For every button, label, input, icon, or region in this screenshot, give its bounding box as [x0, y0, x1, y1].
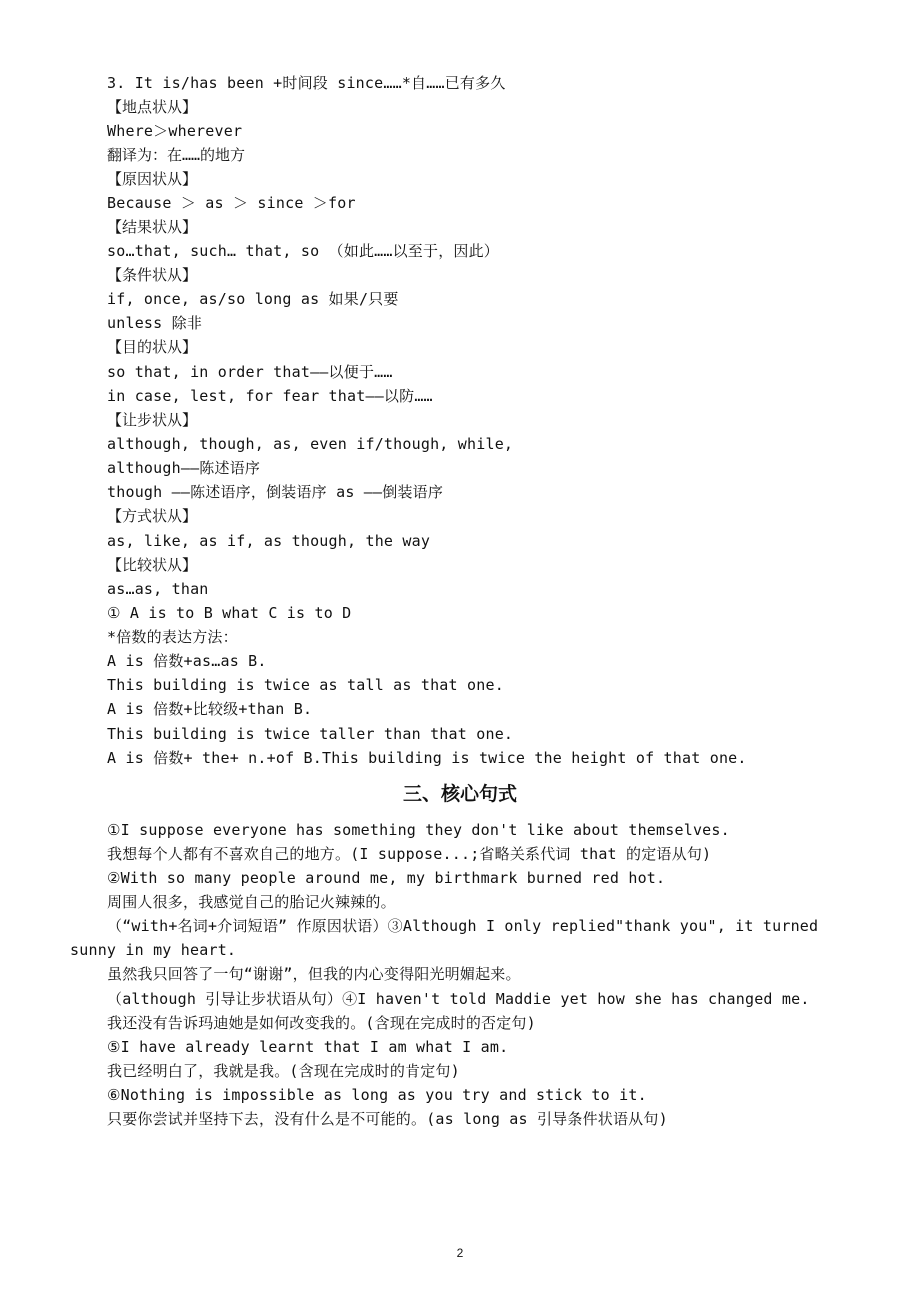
text-line: as, like, as if, as though, the way [107, 532, 431, 550]
text-line: 3. It is/has been +时间段 since……*自……已有多久 [107, 74, 506, 92]
subheading-place-clause: 【地点状从】 [107, 98, 198, 116]
page-number: 2 [456, 1246, 464, 1260]
core-translation: 只要你尝试并坚持下去，没有什么是不可能的。(as long as 引导条件状语从句) [107, 1110, 668, 1128]
text-line: Where＞wherever [107, 122, 243, 140]
text-line: 翻译为：在……的地方 [107, 146, 246, 164]
core-sentence: （although 引导让步状语从句）④I haven't told Maddie yet how she has changed me. [107, 990, 810, 1008]
text-line: in case, lest, for fear that——以防…… [107, 387, 433, 405]
text-line: ① A is to B what C is to D [107, 604, 352, 622]
text-line: although, though, as, even if/though, while, [107, 435, 514, 453]
core-translation: 周围人很多，我感觉自己的胎记火辣辣的。 [107, 893, 396, 911]
core-translation: 虽然我只回答了一句“谢谢”，但我的内心变得阳光明媚起来。 [107, 965, 521, 983]
text-line: so that, in order that——以便于…… [107, 363, 393, 381]
core-sentence: ②With so many people around me, my birthmark burned red hot. [107, 869, 666, 887]
core-sentence: ⑥Nothing is impossible as long as you try and stick to it. [107, 1086, 647, 1104]
text-line: although——陈述语序 [107, 459, 261, 477]
core-sentence: （“with+名词+介词短语” 作原因状语）③Although I only replied"thank you", it turned [107, 917, 819, 935]
text-line: A is 倍数+as…as B. [107, 652, 267, 670]
core-sentence: ⑤I have already learnt that I am what I am. [107, 1038, 509, 1056]
text-line: though ——陈述语序，倒装语序 as ——倒装语序 [107, 483, 444, 501]
text-line: if, once, as/so long as 如果/只要 [107, 290, 399, 308]
subheading-comparison-clause: 【比较状从】 [107, 556, 198, 574]
text-line: This building is twice taller than that one. [107, 725, 514, 743]
text-line: Because ＞ as ＞ since ＞for [107, 194, 356, 212]
subheading-purpose-clause: 【目的状从】 [107, 338, 198, 356]
section-title: 三、核心句式 [402, 783, 517, 805]
text-line: unless 除非 [107, 314, 203, 332]
core-sentence: ①I suppose everyone has something they don't like about themselves. [107, 821, 730, 839]
text-line: A is 倍数+比较级+than B. [107, 700, 313, 718]
subheading-concession-clause: 【让步状从】 [107, 411, 198, 429]
core-translation: 我想每个人都有不喜欢自己的地方。(I suppose...;省略关系代词 that 的定语从句) [107, 845, 712, 863]
text-line: as…as, than [107, 580, 209, 598]
subheading-condition-clause: 【条件状从】 [107, 266, 198, 284]
core-translation: 我已经明白了，我就是我。(含现在完成时的肯定句) [107, 1062, 460, 1080]
text-line: This building is twice as tall as that one. [107, 676, 504, 694]
subheading-result-clause: 【结果状从】 [107, 218, 198, 236]
text-line: *倍数的表达方法： [107, 628, 238, 646]
core-sentence-continued: sunny in my heart. [70, 941, 237, 959]
core-translation: 我还没有告诉玛迪她是如何改变我的。(含现在完成时的否定句) [107, 1014, 536, 1032]
subheading-reason-clause: 【原因状从】 [107, 170, 198, 188]
subheading-manner-clause: 【方式状从】 [107, 507, 198, 525]
text-line: A is 倍数+ the+ n.+of B.This building is twice the height of that one. [107, 749, 747, 767]
text-line: so…that, such… that, so （如此……以至于，因此） [107, 242, 500, 260]
